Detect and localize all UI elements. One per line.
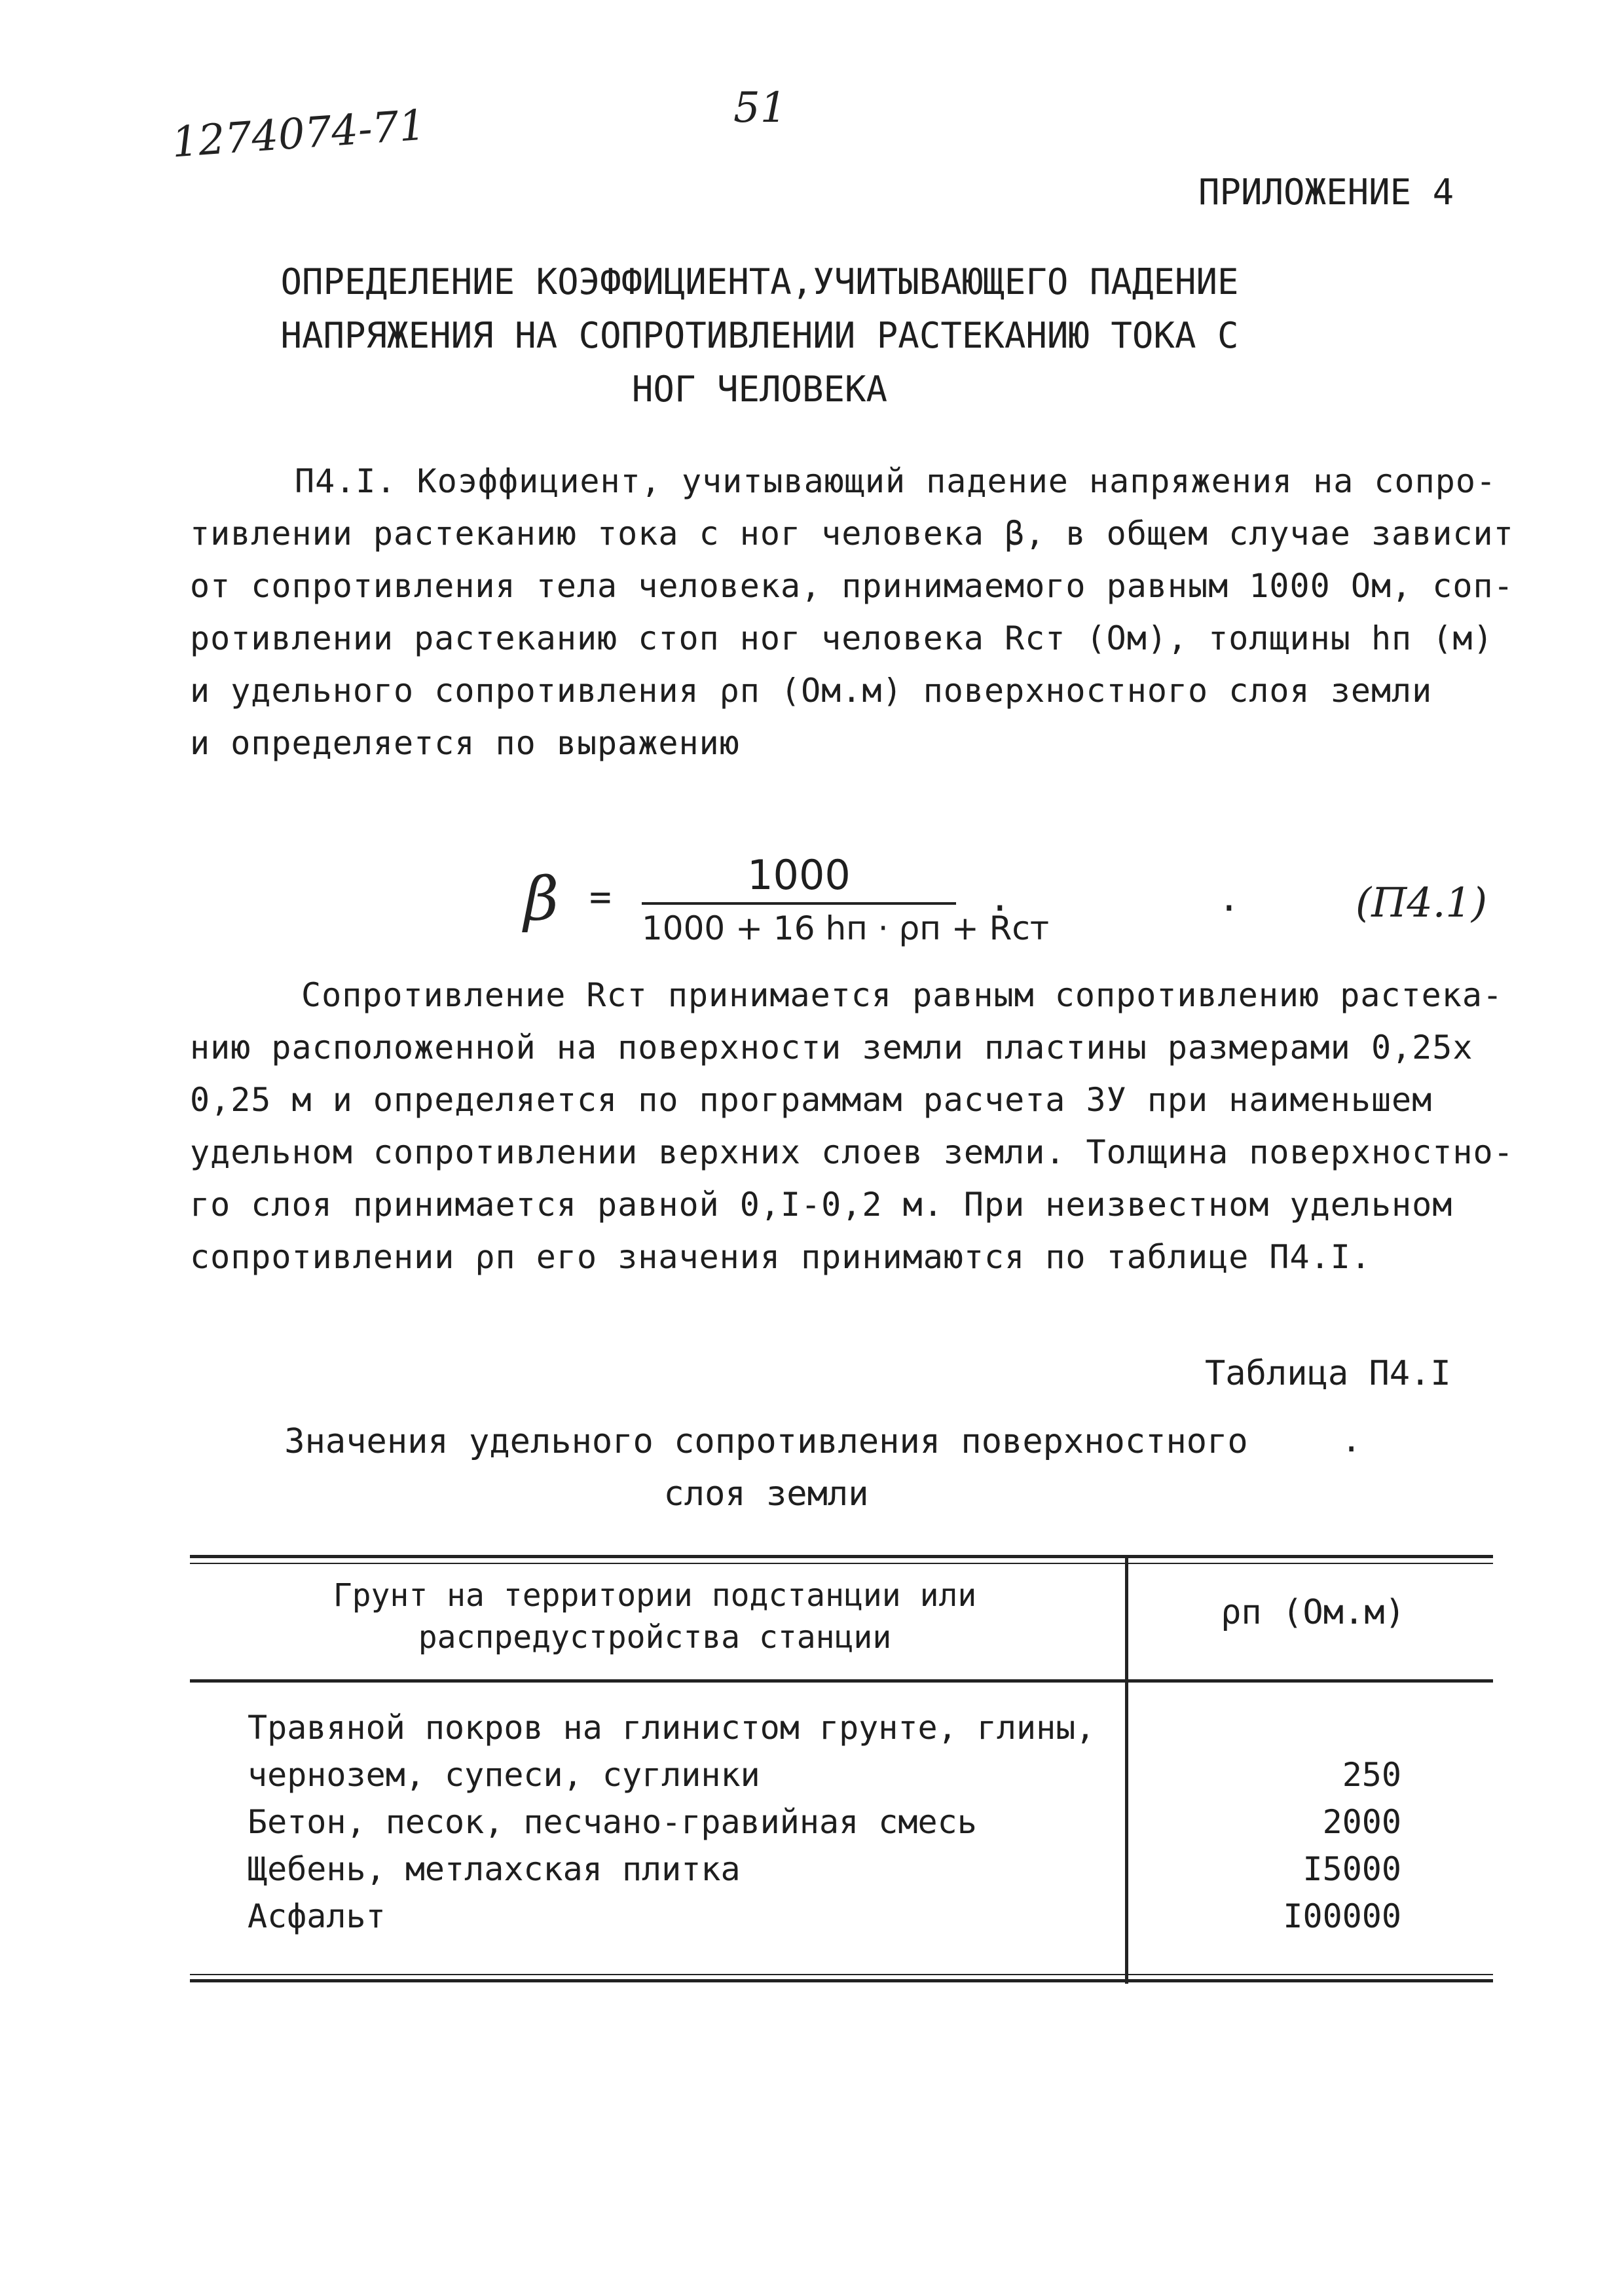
table-row-name: Щебень, метлахская плитка	[248, 1850, 741, 1888]
table-column-divider	[1125, 1555, 1128, 1984]
paragraph-line: удельном сопротивлении верхних слоев земли. Толщина поверхностно-	[190, 1133, 1514, 1171]
table-top-rule-thin	[190, 1563, 1493, 1564]
paragraph-line: тивлении растеканию тока с ног человека β, в общем случае зависит	[190, 515, 1514, 553]
formula-numerator: 1000	[747, 851, 851, 899]
header-line: Грунт на территории подстанции или	[333, 1577, 977, 1614]
appendix-label: ПРИЛОЖЕНИЕ 4	[1198, 172, 1454, 213]
formula-fraction	[642, 851, 1049, 949]
table-bottom-rule-thin	[190, 1974, 1493, 1975]
formula-dot: .	[989, 877, 1011, 920]
header-resistivity: ρп (Ом.м)	[1221, 1593, 1405, 1632]
paragraph-p4-1	[190, 455, 1513, 769]
formula-dot: .	[1218, 877, 1240, 920]
table-caption	[196, 1415, 1336, 1520]
table-row-name: Бетон, песок, песчано-гравийная смесь	[248, 1803, 977, 1841]
table-row-value: I5000	[1302, 1850, 1401, 1888]
paragraph-line: и определяется по выражению	[190, 724, 740, 762]
header-soil-type	[229, 1575, 1080, 1658]
fraction-bar	[642, 902, 956, 905]
caption-line: Значения удельного сопротивления поверхностного	[284, 1422, 1248, 1461]
title-line: ОПРЕДЕЛЕНИЕ КОЭФФИЦИЕНТА,УЧИТЫВАЮЩЕГО ПАДЕНИЕ	[280, 261, 1239, 302]
table-row-value: 250	[1342, 1756, 1401, 1794]
paragraph-line: ротивлении растеканию стоп ног человека Rст (Ом), толщины hп (м)	[190, 619, 1494, 657]
paragraph-rst	[190, 969, 1513, 1283]
formula-lhs: β	[524, 864, 559, 934]
table-row-name: Травяной покров на глинистом грунте, глины,	[248, 1709, 1096, 1747]
paragraph-line: и удельного сопротивления ρп (Ом.м) поверхностного слоя земли	[190, 672, 1433, 710]
table-row-name: Асфальт	[248, 1897, 386, 1935]
formula-denominator: 1000 + 16 hп · ρп + Rст	[642, 909, 1049, 947]
formula-equals: =	[589, 876, 612, 919]
paragraph-line: 0,25 м и определяется по программам расчета ЗУ при наименьшем	[190, 1081, 1433, 1119]
table-row-value: I00000	[1283, 1897, 1401, 1935]
formula-number: (П4.1)	[1356, 879, 1488, 926]
paragraph-line: Сопротивление Rст принимается равным сопротивлению растека-	[301, 976, 1504, 1014]
caption-dot: .	[1341, 1421, 1362, 1460]
table-bottom-rule	[190, 1979, 1493, 1982]
document-title	[196, 255, 1323, 416]
paragraph-line: от сопротивления тела человека, принимаемого равным 1000 Ом, соп-	[190, 567, 1514, 605]
header-line: распредустройства станции	[418, 1619, 892, 1656]
table-row-value: 2000	[1322, 1803, 1401, 1841]
archive-code: 1274074-71	[170, 101, 428, 168]
page-number: 51	[733, 84, 787, 132]
caption-line: слоя земли	[663, 1474, 869, 1514]
paragraph-line: сопротивлении ρп его значения принимаются по таблице П4.I.	[190, 1238, 1371, 1276]
table-label: Таблица П4.I	[1205, 1354, 1451, 1393]
title-line: НОГ ЧЕЛОВЕКА	[631, 369, 888, 410]
paragraph-line: нию расположенной на поверхности земли пластины размерами 0,25х	[190, 1029, 1473, 1066]
table-row-name: чернозем, супеси, суглинки	[248, 1756, 760, 1794]
paragraph-line: го слоя принимается равной 0,I-0,2 м. При неизвестном удельном	[190, 1186, 1453, 1224]
formula-p4-1	[511, 851, 1506, 969]
table-top-rule	[190, 1555, 1493, 1558]
title-line: НАПРЯЖЕНИЯ НА СОПРОТИВЛЕНИИ РАСТЕКАНИЮ ТОКА С	[280, 315, 1239, 356]
table-header-rule	[190, 1679, 1493, 1683]
soil-resistivity-table	[190, 1555, 1493, 1980]
paragraph-line: П4.I. Коэффициент, учитывающий падение напряжения на сопро-	[295, 462, 1497, 500]
